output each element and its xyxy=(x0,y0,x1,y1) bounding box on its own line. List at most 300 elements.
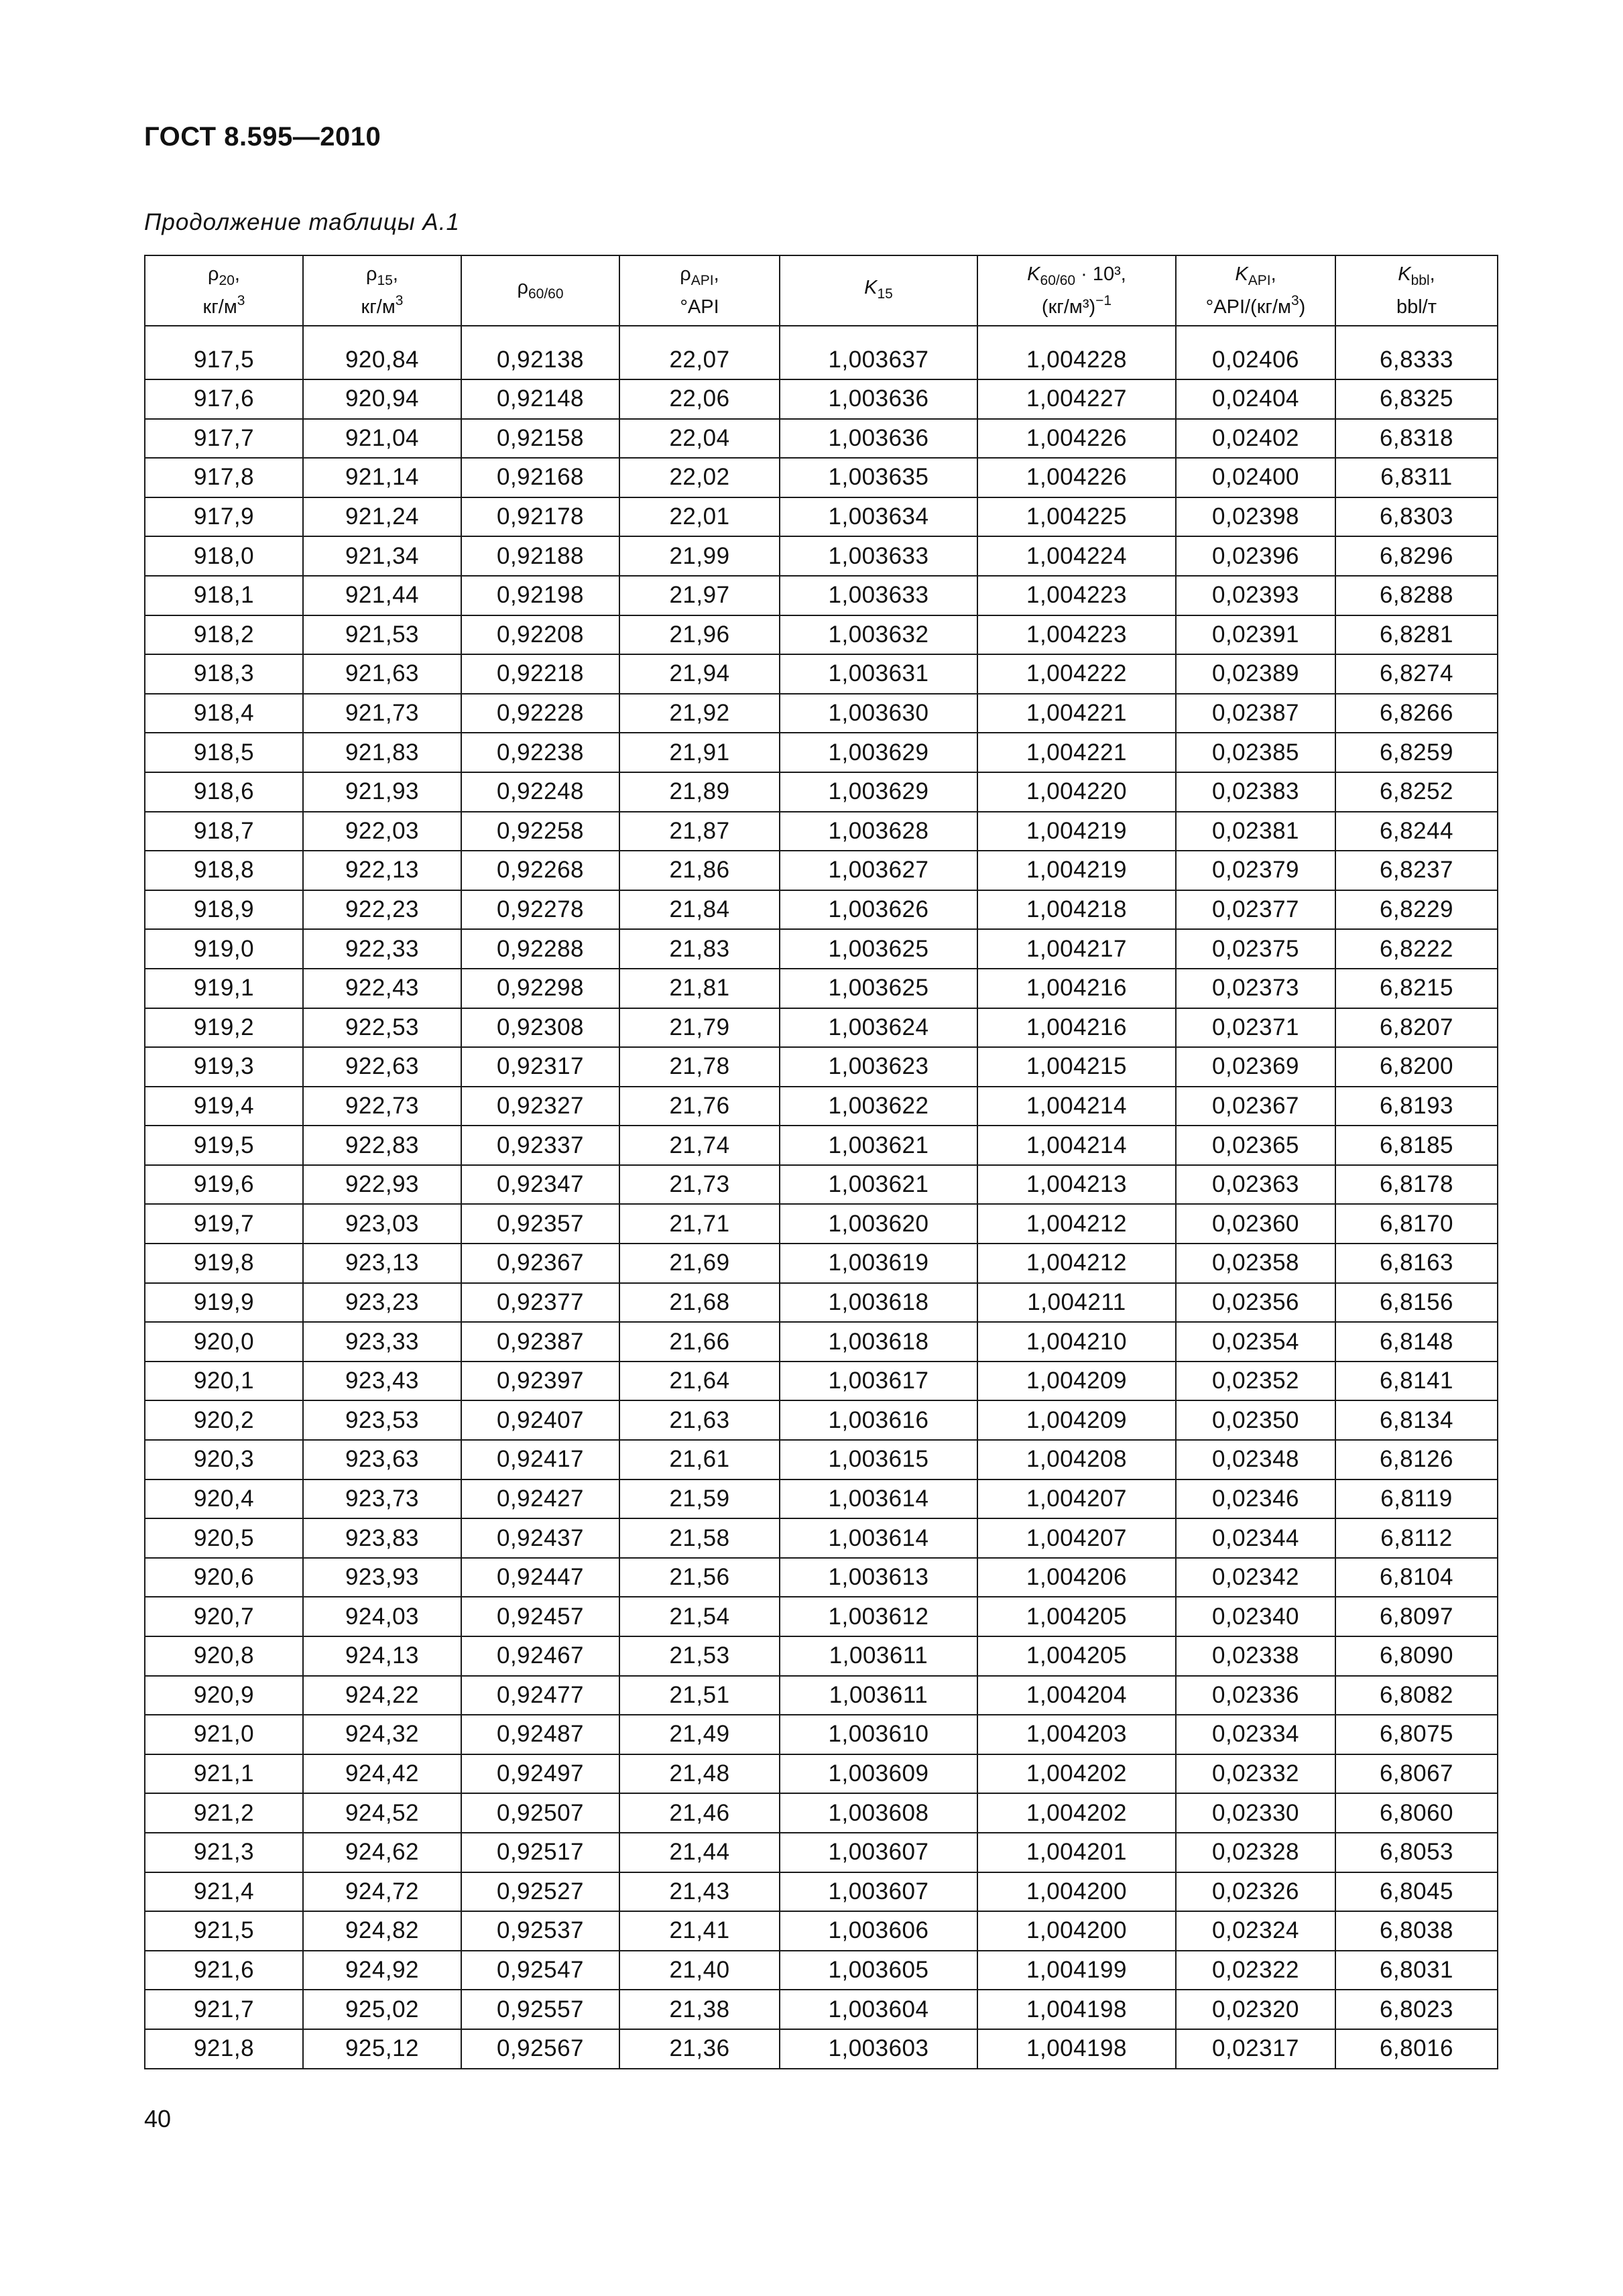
table-cell: 6,8274 xyxy=(1335,654,1498,694)
table-row xyxy=(145,1558,1498,1597)
table-cell: 1,003621 xyxy=(780,1165,977,1205)
table-cell: 0,02358 xyxy=(1176,1244,1335,1283)
table-cell: 0,02322 xyxy=(1176,1951,1335,1990)
table-cell: 6,8281 xyxy=(1335,615,1498,655)
table-cell: 1,003629 xyxy=(780,772,977,812)
table-cell: 920,84 xyxy=(303,326,461,379)
table-cell: 1,003633 xyxy=(780,576,977,615)
table-cell: 0,92248 xyxy=(461,772,619,812)
table-cell: 6,8303 xyxy=(1335,497,1498,537)
table-cell: 0,92188 xyxy=(461,536,619,576)
table-cell: 1,004199 xyxy=(977,1951,1176,1990)
table-cell: 1,004211 xyxy=(977,1283,1176,1323)
table-cell: 1,003610 xyxy=(780,1715,977,1754)
table-cell: 0,02348 xyxy=(1176,1440,1335,1479)
table-cell: 6,8112 xyxy=(1335,1518,1498,1558)
table-cell: 21,63 xyxy=(619,1400,780,1440)
table-cell: 921,63 xyxy=(303,654,461,694)
table-cell: 6,8229 xyxy=(1335,890,1498,930)
table-row xyxy=(145,654,1498,694)
table-row xyxy=(145,772,1498,812)
table-cell: 1,004210 xyxy=(977,1322,1176,1362)
table-cell: 1,003635 xyxy=(780,458,977,497)
table-cell: 920,5 xyxy=(145,1518,303,1558)
table-cell: 1,003636 xyxy=(780,379,977,419)
table-cell: 1,003623 xyxy=(780,1047,977,1087)
table-cell: 920,0 xyxy=(145,1322,303,1362)
column-header xyxy=(780,255,977,326)
table-cell: 6,8016 xyxy=(1335,2029,1498,2069)
table-cell: 1,004207 xyxy=(977,1518,1176,1558)
table-cell: 0,02324 xyxy=(1176,1911,1335,1951)
table-cell: 921,5 xyxy=(145,1911,303,1951)
table-cell: 925,02 xyxy=(303,1990,461,2029)
table-cell: 0,02354 xyxy=(1176,1322,1335,1362)
data-table xyxy=(144,255,1498,2069)
table-cell: 0,92317 xyxy=(461,1047,619,1087)
table-cell: 6,8119 xyxy=(1335,1479,1498,1519)
table-cell: 21,74 xyxy=(619,1126,780,1165)
table-row xyxy=(145,326,1498,379)
table-cell: 1,004223 xyxy=(977,576,1176,615)
table-cell: 6,8266 xyxy=(1335,694,1498,733)
table-cell: 1,004200 xyxy=(977,1911,1176,1951)
table-cell: 0,02404 xyxy=(1176,379,1335,419)
table-cell: 1,004200 xyxy=(977,1872,1176,1912)
table-cell: 21,54 xyxy=(619,1597,780,1636)
table-cell: 0,92397 xyxy=(461,1362,619,1401)
table-row xyxy=(145,1754,1498,1794)
header-line-2 xyxy=(1177,291,1335,317)
table-cell: 21,49 xyxy=(619,1715,780,1754)
table-cell: 1,004207 xyxy=(977,1479,1176,1519)
table-cell: 21,68 xyxy=(619,1283,780,1323)
header-line-1 xyxy=(780,278,977,304)
table-cell: 1,004202 xyxy=(977,1754,1176,1794)
table-row xyxy=(145,458,1498,497)
table-row xyxy=(145,2029,1498,2069)
table-cell: 924,03 xyxy=(303,1597,461,1636)
table-cell: 21,94 xyxy=(619,654,780,694)
table-cell: 1,003620 xyxy=(780,1204,977,1244)
header-subscript: 60/60 xyxy=(1040,273,1076,288)
header-subscript: API xyxy=(1248,273,1271,288)
table-cell: 22,06 xyxy=(619,379,780,419)
table-cell: 21,97 xyxy=(619,576,780,615)
table-cell: 920,1 xyxy=(145,1362,303,1401)
table-cell: 0,92198 xyxy=(461,576,619,615)
table-row xyxy=(145,694,1498,733)
column-header xyxy=(303,255,461,326)
table-cell: 919,0 xyxy=(145,929,303,969)
table-cell: 1,003609 xyxy=(780,1754,977,1794)
table-cell: 1,004219 xyxy=(977,812,1176,851)
table-cell: 21,36 xyxy=(619,2029,780,2069)
table-cell: 920,9 xyxy=(145,1676,303,1715)
table-cell: 1,003614 xyxy=(780,1479,977,1519)
table-cell: 0,92347 xyxy=(461,1165,619,1205)
table-row xyxy=(145,1283,1498,1323)
table-row xyxy=(145,1087,1498,1126)
table-cell: 1,003607 xyxy=(780,1833,977,1872)
table-cell: 921,8 xyxy=(145,2029,303,2069)
header-symbol: ρ xyxy=(517,276,528,298)
table-cell: 0,02377 xyxy=(1176,890,1335,930)
table-cell: 1,003604 xyxy=(780,1990,977,2029)
table-cell: 1,003613 xyxy=(780,1558,977,1597)
table-cell: 917,5 xyxy=(145,326,303,379)
table-cell: 1,004205 xyxy=(977,1636,1176,1676)
header-symbol: K xyxy=(864,276,878,298)
table-cell: 923,23 xyxy=(303,1283,461,1323)
table-cell: 0,92218 xyxy=(461,654,619,694)
table-cell: 1,004222 xyxy=(977,654,1176,694)
table-cell: 1,003625 xyxy=(780,929,977,969)
header-unit-superscript: 3 xyxy=(395,293,404,308)
table-cell: 923,73 xyxy=(303,1479,461,1519)
header-suffix: , xyxy=(1429,263,1435,285)
table-cell: 0,02352 xyxy=(1176,1362,1335,1401)
table-cell: 0,02320 xyxy=(1176,1990,1335,2029)
table-row xyxy=(145,1400,1498,1440)
table-cell: 6,8045 xyxy=(1335,1872,1498,1912)
table-cell: 918,9 xyxy=(145,890,303,930)
table-row xyxy=(145,812,1498,851)
table-cell: 0,02334 xyxy=(1176,1715,1335,1754)
table-row xyxy=(145,1636,1498,1676)
table-cell: 6,8075 xyxy=(1335,1715,1498,1754)
table-row xyxy=(145,1715,1498,1754)
table-cell: 923,03 xyxy=(303,1204,461,1244)
table-cell: 1,003636 xyxy=(780,419,977,459)
table-cell: 0,02350 xyxy=(1176,1400,1335,1440)
table-cell: 0,92497 xyxy=(461,1754,619,1794)
header-unit: (кг/м³) xyxy=(1041,296,1096,318)
page-number: 40 xyxy=(144,2105,172,2132)
header-line-1 xyxy=(620,264,779,291)
table-cell: 921,34 xyxy=(303,536,461,576)
table-row xyxy=(145,1008,1498,1048)
table-cell: 919,1 xyxy=(145,969,303,1008)
table-row xyxy=(145,733,1498,772)
table-cell: 924,82 xyxy=(303,1911,461,1951)
table-cell: 923,33 xyxy=(303,1322,461,1362)
table-cell: 6,8178 xyxy=(1335,1165,1498,1205)
header-subscript: API xyxy=(690,273,714,288)
table-cell: 0,02336 xyxy=(1176,1676,1335,1715)
header-symbol: K xyxy=(1398,263,1411,285)
table-cell: 0,02396 xyxy=(1176,536,1335,576)
table-cell: 1,003622 xyxy=(780,1087,977,1126)
table-cell: 0,92228 xyxy=(461,694,619,733)
table-cell: 6,8200 xyxy=(1335,1047,1498,1087)
table-cell: 918,2 xyxy=(145,615,303,655)
header-suffix: , xyxy=(234,263,240,285)
table-cell: 0,02387 xyxy=(1176,694,1335,733)
table-cell: 1,004216 xyxy=(977,969,1176,1008)
header-line-2 xyxy=(145,291,302,317)
header-unit: кг/м xyxy=(361,296,396,318)
table-cell: 921,2 xyxy=(145,1793,303,1833)
table-cell: 0,92308 xyxy=(461,1008,619,1048)
table-cell: 0,02398 xyxy=(1176,497,1335,537)
header-row xyxy=(145,255,1498,326)
table-cell: 921,14 xyxy=(303,458,461,497)
table-cell: 0,02373 xyxy=(1176,969,1335,1008)
table-cell: 922,93 xyxy=(303,1165,461,1205)
table-cell: 1,003627 xyxy=(780,851,977,890)
table-cell: 0,02344 xyxy=(1176,1518,1335,1558)
header-subscript: 60/60 xyxy=(528,286,564,302)
table-cell: 1,003615 xyxy=(780,1440,977,1479)
table-cell: 1,003605 xyxy=(780,1951,977,1990)
table-header xyxy=(145,255,1498,326)
table-cell: 919,2 xyxy=(145,1008,303,1048)
header-unit: °API xyxy=(680,296,719,318)
table-cell: 6,8126 xyxy=(1335,1440,1498,1479)
table-cell: 1,003619 xyxy=(780,1244,977,1283)
table-row xyxy=(145,969,1498,1008)
table-cell: 6,8237 xyxy=(1335,851,1498,890)
table-row xyxy=(145,1362,1498,1401)
table-cell: 923,43 xyxy=(303,1362,461,1401)
table-cell: 6,8215 xyxy=(1335,969,1498,1008)
table-cell: 21,91 xyxy=(619,733,780,772)
header-symbol: ρ xyxy=(208,263,219,285)
table-cell: 22,04 xyxy=(619,419,780,459)
table-cell: 6,8185 xyxy=(1335,1126,1498,1165)
table-cell: 1,004201 xyxy=(977,1833,1176,1872)
table-cell: 921,1 xyxy=(145,1754,303,1794)
table-row xyxy=(145,890,1498,930)
table-cell: 1,004224 xyxy=(977,536,1176,576)
table-cell: 919,7 xyxy=(145,1204,303,1244)
table-cell: 0,02393 xyxy=(1176,576,1335,615)
table-cell: 917,8 xyxy=(145,458,303,497)
table-cell: 0,02391 xyxy=(1176,615,1335,655)
table-cell: 6,8333 xyxy=(1335,326,1498,379)
header-line-2 xyxy=(978,291,1175,317)
table-cell: 6,8082 xyxy=(1335,1676,1498,1715)
table-cell: 1,004214 xyxy=(977,1087,1176,1126)
table-cell: 0,02406 xyxy=(1176,326,1335,379)
table-cell: 1,003618 xyxy=(780,1322,977,1362)
table-cell: 921,7 xyxy=(145,1990,303,2029)
table-cell: 0,02402 xyxy=(1176,419,1335,459)
table-cell: 922,83 xyxy=(303,1126,461,1165)
table-cell: 1,004221 xyxy=(977,733,1176,772)
table-cell: 0,92238 xyxy=(461,733,619,772)
table-cell: 921,24 xyxy=(303,497,461,537)
table-row xyxy=(145,1793,1498,1833)
table-cell: 1,004225 xyxy=(977,497,1176,537)
table-cell: 1,003611 xyxy=(780,1676,977,1715)
table-cell: 0,92447 xyxy=(461,1558,619,1597)
table-cell: 21,76 xyxy=(619,1087,780,1126)
table-cell: 21,96 xyxy=(619,615,780,655)
column-header xyxy=(619,255,780,326)
header-suffix: , xyxy=(392,263,398,285)
table-cell: 1,003621 xyxy=(780,1126,977,1165)
table-cell: 922,73 xyxy=(303,1087,461,1126)
table-cell: 922,13 xyxy=(303,851,461,890)
table-cell: 0,02328 xyxy=(1176,1833,1335,1872)
table-cell: 0,02375 xyxy=(1176,929,1335,969)
table-cell: 924,32 xyxy=(303,1715,461,1754)
table-cell: 1,004212 xyxy=(977,1204,1176,1244)
table-cell: 21,43 xyxy=(619,1872,780,1912)
table-cell: 918,6 xyxy=(145,772,303,812)
table-cell: 0,92537 xyxy=(461,1911,619,1951)
table-cell: 1,004227 xyxy=(977,379,1176,419)
table-cell: 6,8288 xyxy=(1335,576,1498,615)
table-cell: 920,7 xyxy=(145,1597,303,1636)
table-cell: 6,8163 xyxy=(1335,1244,1498,1283)
table-cell: 0,92547 xyxy=(461,1951,619,1990)
table-row xyxy=(145,576,1498,615)
table-row xyxy=(145,1440,1498,1479)
table-cell: 922,43 xyxy=(303,969,461,1008)
table-cell: 922,03 xyxy=(303,812,461,851)
table-cell: 21,61 xyxy=(619,1440,780,1479)
table-row xyxy=(145,497,1498,537)
table-cell: 0,92457 xyxy=(461,1597,619,1636)
table-cell: 0,92258 xyxy=(461,812,619,851)
table-cell: 0,92178 xyxy=(461,497,619,537)
table-cell: 21,66 xyxy=(619,1322,780,1362)
table-cell: 920,8 xyxy=(145,1636,303,1676)
table-cell: 0,02381 xyxy=(1176,812,1335,851)
table-cell: 925,12 xyxy=(303,2029,461,2069)
table-cell: 1,003632 xyxy=(780,615,977,655)
header-symbol: ρ xyxy=(366,263,377,285)
table-cell: 1,004216 xyxy=(977,1008,1176,1048)
table-cell: 21,58 xyxy=(619,1518,780,1558)
header-unit-superscript: 3 xyxy=(237,293,245,308)
table-cell: 0,92507 xyxy=(461,1793,619,1833)
table-cell: 21,41 xyxy=(619,1911,780,1951)
table-row xyxy=(145,1204,1498,1244)
table-cell: 1,004219 xyxy=(977,851,1176,890)
table-cell: 923,63 xyxy=(303,1440,461,1479)
table-cell: 1,003631 xyxy=(780,654,977,694)
table-cell: 1,003637 xyxy=(780,326,977,379)
table-cell: 6,8193 xyxy=(1335,1087,1498,1126)
header-unit: °API/(кг/м xyxy=(1205,296,1291,318)
table-cell: 22,02 xyxy=(619,458,780,497)
table-cell: 922,53 xyxy=(303,1008,461,1048)
table-cell: 1,003606 xyxy=(780,1911,977,1951)
table-cell: 923,83 xyxy=(303,1518,461,1558)
table-cell: 21,86 xyxy=(619,851,780,890)
column-header xyxy=(145,255,303,326)
table-cell: 21,87 xyxy=(619,812,780,851)
table-cell: 0,92148 xyxy=(461,379,619,419)
table-cell: 0,92427 xyxy=(461,1479,619,1519)
table-cell: 924,62 xyxy=(303,1833,461,1872)
table-cell: 6,8060 xyxy=(1335,1793,1498,1833)
table-cell: 1,003603 xyxy=(780,2029,977,2069)
table-cell: 0,02338 xyxy=(1176,1636,1335,1676)
header-line-2 xyxy=(1336,291,1497,317)
table-cell: 0,02346 xyxy=(1176,1479,1335,1519)
table-cell: 0,02369 xyxy=(1176,1047,1335,1087)
header-symbol: ρ xyxy=(680,263,691,285)
header-suffix: · 10³, xyxy=(1075,263,1126,285)
table-cell: 21,40 xyxy=(619,1951,780,1990)
table-cell: 1,004218 xyxy=(977,890,1176,930)
table-cell: 0,92158 xyxy=(461,419,619,459)
table-cell: 0,02385 xyxy=(1176,733,1335,772)
table-row xyxy=(145,1597,1498,1636)
table-cell: 0,02367 xyxy=(1176,1087,1335,1126)
table-cell: 920,4 xyxy=(145,1479,303,1519)
table-cell: 921,93 xyxy=(303,772,461,812)
table-cell: 921,0 xyxy=(145,1715,303,1754)
table-cell: 1,004217 xyxy=(977,929,1176,969)
table-cell: 923,13 xyxy=(303,1244,461,1283)
table-cell: 0,02365 xyxy=(1176,1126,1335,1165)
table-cell: 920,3 xyxy=(145,1440,303,1479)
table-row xyxy=(145,1126,1498,1165)
table-cell: 923,93 xyxy=(303,1558,461,1597)
table-cell: 1,003625 xyxy=(780,969,977,1008)
table-cell: 0,02400 xyxy=(1176,458,1335,497)
table-cell: 1,004209 xyxy=(977,1362,1176,1401)
header-symbol: K xyxy=(1027,263,1040,285)
header-subscript: 15 xyxy=(877,286,893,302)
table-cell: 6,8244 xyxy=(1335,812,1498,851)
table-cell: 1,004203 xyxy=(977,1715,1176,1754)
table-cell: 0,92208 xyxy=(461,615,619,655)
header-line-2 xyxy=(620,291,779,317)
table-cell: 921,4 xyxy=(145,1872,303,1912)
column-header xyxy=(1176,255,1335,326)
table-cell: 0,02332 xyxy=(1176,1754,1335,1794)
table-cell: 919,4 xyxy=(145,1087,303,1126)
table-cell: 21,73 xyxy=(619,1165,780,1205)
table-cell: 1,003618 xyxy=(780,1283,977,1323)
table-cell: 6,8097 xyxy=(1335,1597,1498,1636)
table-row xyxy=(145,1872,1498,1912)
table-cell: 21,48 xyxy=(619,1754,780,1794)
table-cell: 0,02383 xyxy=(1176,772,1335,812)
table-cell: 21,38 xyxy=(619,1990,780,2029)
table-cell: 22,01 xyxy=(619,497,780,537)
header-line-2 xyxy=(304,291,461,317)
table-cell: 0,92357 xyxy=(461,1204,619,1244)
header-line-1 xyxy=(1177,264,1335,291)
table-cell: 1,003614 xyxy=(780,1518,977,1558)
table-row xyxy=(145,1911,1498,1951)
table-cell: 0,92377 xyxy=(461,1283,619,1323)
table-row xyxy=(145,1165,1498,1205)
table-cell: 919,9 xyxy=(145,1283,303,1323)
table-row xyxy=(145,929,1498,969)
table-cell: 1,004205 xyxy=(977,1597,1176,1636)
table-row xyxy=(145,1244,1498,1283)
table-cell: 6,8141 xyxy=(1335,1362,1498,1401)
table-cell: 0,02379 xyxy=(1176,851,1335,890)
header-unit-superscript: 3 xyxy=(1290,293,1299,308)
table-cell: 0,92477 xyxy=(461,1676,619,1715)
table-cell: 21,69 xyxy=(619,1244,780,1283)
table-cell: 21,56 xyxy=(619,1558,780,1597)
table-cell: 919,3 xyxy=(145,1047,303,1087)
header-line-1 xyxy=(462,278,619,304)
table-cell: 922,63 xyxy=(303,1047,461,1087)
table-cell: 6,8090 xyxy=(1335,1636,1498,1676)
